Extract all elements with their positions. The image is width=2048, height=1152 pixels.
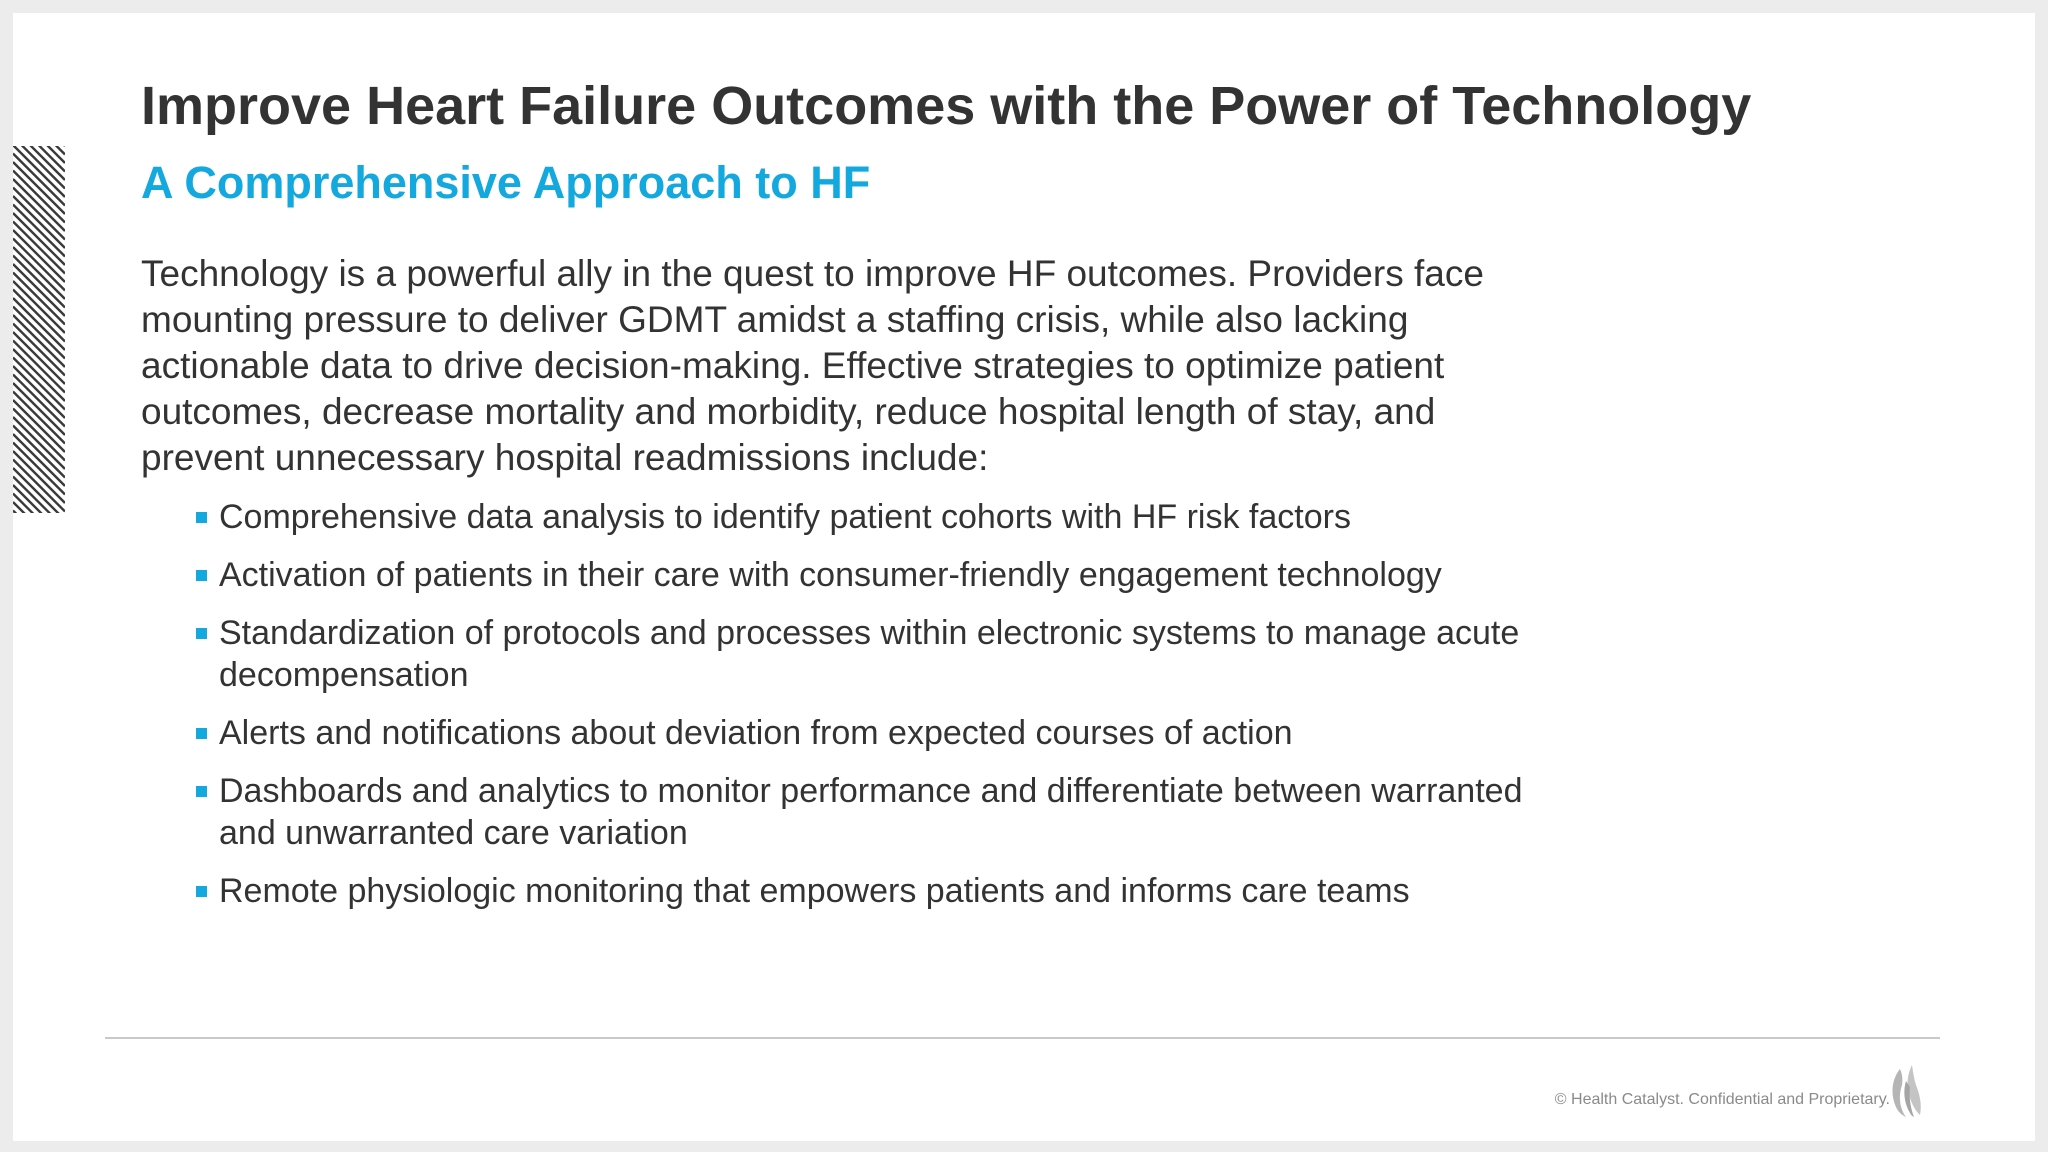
bullet-item (141, 870, 1541, 912)
footer-divider (105, 1037, 1940, 1039)
square-bullet-icon (196, 570, 207, 581)
bullet-list (141, 496, 1541, 928)
square-bullet-icon (196, 786, 207, 797)
bullet-text: Comprehensive data analysis to identify patient cohorts with HF risk factors (219, 498, 1351, 536)
intro-paragraph: Technology is a powerful ally in the quest to improve HF outcomes. Providers face mounting pressure to deliver GDMT amidst a staffing crisis, while also lacking actionable data to drive decision-making. Effective strategies to optimize patient outcomes, decrease mortality and morbidity, reduce hospital length of stay, and prevent unnecessary hospital readmissions include: (141, 253, 1484, 478)
flame-logo-icon (1886, 1063, 1926, 1119)
square-bullet-icon (196, 886, 207, 897)
bullet-item (141, 554, 1541, 596)
bullet-item (141, 496, 1541, 538)
footer-copyright: © Health Catalyst. Confidential and Proprietary. (1554, 1091, 1890, 1108)
bullet-item (141, 612, 1541, 696)
square-bullet-icon (196, 628, 207, 639)
slide-subtitle: A Comprehensive Approach to HF (141, 157, 871, 208)
square-bullet-icon (196, 512, 207, 523)
square-bullet-icon (196, 728, 207, 739)
bullet-text: Alerts and notifications about deviation from expected courses of action (219, 714, 1293, 752)
diagonal-stripes-decoration (13, 146, 65, 513)
bullet-text: Remote physiologic monitoring that empowers patients and informs care teams (219, 872, 1410, 910)
stripe-line (13, 146, 65, 172)
stripe-line (13, 468, 65, 513)
slide-title: Improve Heart Failure Outcomes with the Power of Technology (141, 76, 1752, 136)
bullet-text: Dashboards and analytics to monitor performance and differentiate between warranted and unwarranted care variation (219, 772, 1523, 852)
bullet-text: Standardization of protocols and processes within electronic systems to manage acute decompensation (219, 614, 1520, 694)
bullet-item (141, 712, 1541, 754)
bullet-text: Activation of patients in their care with consumer-friendly engagement technology (219, 556, 1442, 594)
bullet-item (141, 770, 1541, 854)
slide (13, 13, 2035, 1141)
